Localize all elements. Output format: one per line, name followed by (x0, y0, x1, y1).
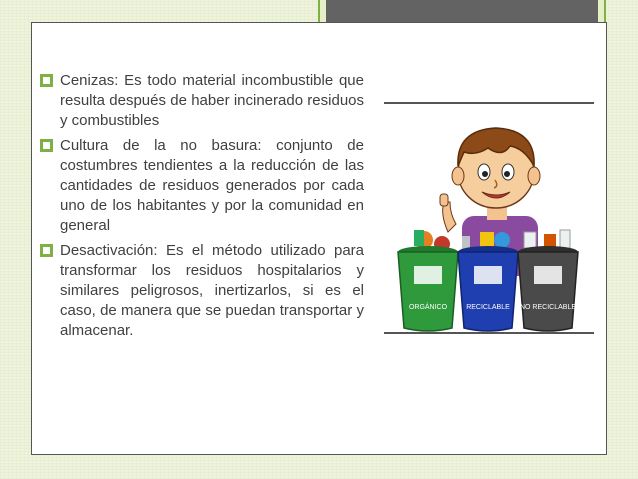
hollow-square-bullet-icon (40, 74, 53, 87)
hollow-square-bullet-icon (40, 244, 53, 257)
bullet-item-cultura (40, 136, 364, 236)
bin-label-reciclable: RECICLABLE (466, 304, 510, 311)
bullet-text: Desactivación: Es el método utilizado para transformar los residuos hospitalarios y similares peligrosos, inertizarlos, si es el caso, de manera que se puedan transportar y almacenar. (60, 242, 364, 339)
boy-with-recycling-bins-image (384, 104, 594, 332)
bullet-item-cenizas (40, 71, 364, 131)
bullet-list (40, 71, 364, 346)
bin-label-no-reciclable: NO RECICLABLE (519, 304, 577, 311)
hollow-square-bullet-icon (40, 139, 53, 152)
bin-label-organico: ORGÁNICO (408, 304, 448, 311)
bullet-text: Cenizas: Es todo material incombustible que resulta después de haber incinerado residuos y combustibles (60, 72, 364, 129)
bullet-item-desactivacion (40, 241, 364, 341)
slide-content-panel (31, 22, 607, 455)
recycling-illustration (384, 102, 594, 334)
bullet-text: Cultura de la no basura: conjunto de costumbres tendientes a la reducción de las cantidades de residuos generados por cada uno de los habitantes y por la comunidad en general (60, 137, 364, 234)
